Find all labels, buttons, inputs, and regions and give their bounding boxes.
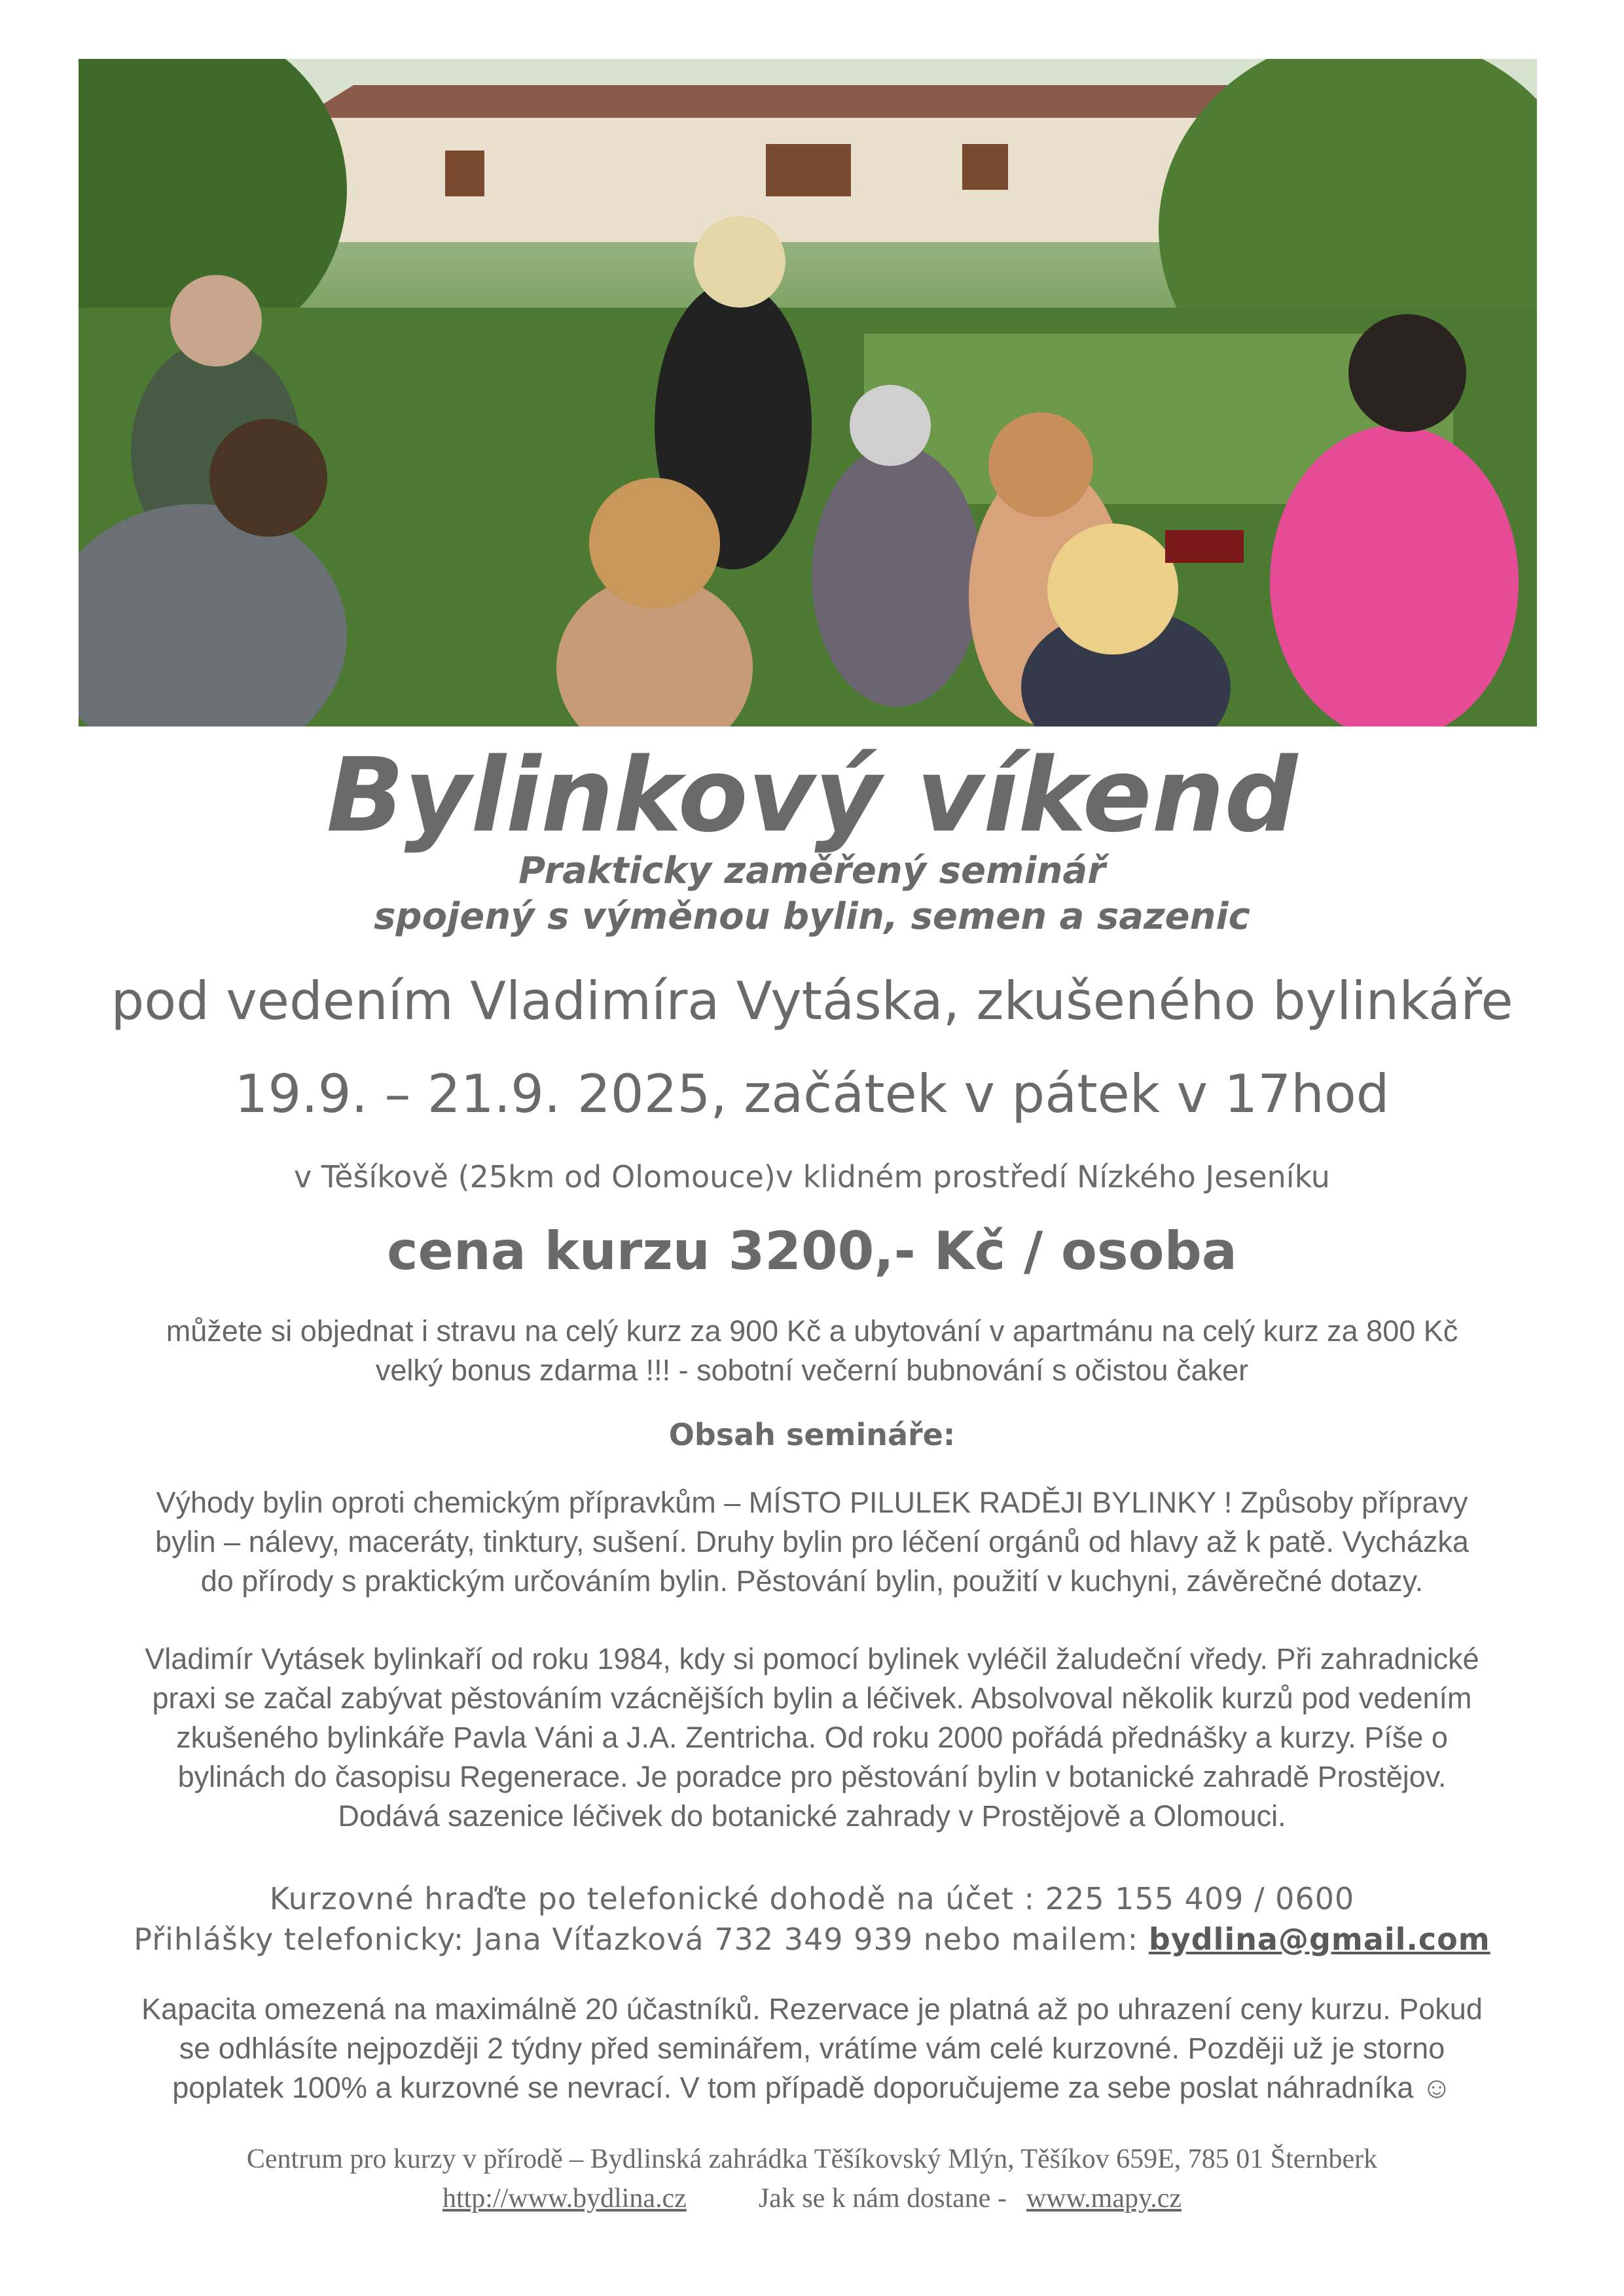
content-line-2: bylin – nálevy, maceráty, tinktury, sušení. Druhy bylin pro léčení orgánů od hlavy až k patě. Vycházka xyxy=(155,1525,1469,1558)
page-title: Bylinkový víkend xyxy=(326,736,1298,855)
subtitle-line-1: Prakticky zaměřený seminář xyxy=(518,850,1106,892)
bio-line-3: zkušeného bylinkáře Pavla Váni a J.A. Zentricha. Od roku 2000 pořádá přednášky a kurzy. Píše o xyxy=(176,1721,1448,1754)
registration-info xyxy=(0,1919,1624,1960)
capacity-line-2: se odhlásíte nejpozději 2 týdny před seminářem, vrátíme vám celé kurzovné. Později už je storno xyxy=(179,2032,1445,2065)
website-link[interactable]: http://www.bydlina.cz xyxy=(442,2183,687,2214)
capacity-line-1: Kapacita omezená na maximálně 20 účastníků. Rezervace je platná až po uhrazení ceny kurzu. Pokud xyxy=(141,1992,1483,2026)
directions-text: Jak se k nám dostane - xyxy=(758,2183,1007,2214)
registration-text: Přihlášky telefonicky: Jana Víťazková 732 349 939 nebo mailem: xyxy=(134,1922,1149,1957)
event-location: v Těšíkově (25km od Olomouce)v klidném prostředí Nízkého Jeseníku xyxy=(294,1159,1330,1194)
header-photo xyxy=(79,59,1537,726)
payment-info: Kurzovné hraďte po telefonické dohodě na účet : 225 155 409 / 0600 xyxy=(269,1881,1355,1916)
event-date: 19.9. – 21.9. 2025, začátek v pátek v 17hod xyxy=(234,1064,1390,1124)
offer-line-2: velký bonus zdarma !!! - sobotní večerní bubnování s očistou čaker xyxy=(375,1354,1249,1387)
bio-line-1: Vladimír Vytásek bylinkaří od roku 1984, kdy si pomocí bylinek vyléčil žaludeční vředy. Při zahradnické xyxy=(145,1642,1479,1676)
bio-line-2: praxi se začal zabývat pěstováním vzácnějších bylin a léčivek. Absolvoval několik kurzů pod vedením xyxy=(152,1681,1472,1715)
content-line-3: do přírody s praktickým určováním bylin. Pěstování bylin, použití v kuchyni, závěrečné dotazy. xyxy=(200,1564,1424,1598)
footer-links xyxy=(0,2179,1624,2217)
instructor-line: pod vedením Vladimíra Vytáska, zkušeného bylinkáře xyxy=(111,971,1513,1031)
bio-line-4: bylinách do časopisu Regenerace. Je poradce pro pěstování bylin v botanické zahradě Prostějov. xyxy=(177,1760,1447,1793)
map-link[interactable]: www.mapy.cz xyxy=(1026,2183,1182,2214)
subtitle-line-2: spojený s výměnou bylin, semen a sazenic xyxy=(374,895,1250,938)
capacity-line-3: poplatek 100% a kurzovné se nevrací. V tom případě doporučujeme za sebe poslat náhradníka ☺ xyxy=(172,2071,1452,2104)
offer-line-1: můžete si objednat i stravu na celý kurz za 900 Kč a ubytování v apartmánu na celý kurz za 800 Kč xyxy=(166,1314,1458,1348)
bio-line-5: Dodává sazenice léčivek do botanické zahrady v Prostějově a Olomouci. xyxy=(338,1799,1286,1833)
course-price: cena kurzu 3200,- Kč / osoba xyxy=(387,1221,1237,1282)
content-heading: Obsah semináře: xyxy=(668,1417,956,1452)
garden-scene-illustration xyxy=(79,59,1537,726)
content-line-1: Výhody bylin oproti chemickým přípravkům – MÍSTO PILULEK RADĚJI BYLINKY ! Způsoby přípravy xyxy=(156,1486,1468,1519)
email-link[interactable]: bydlina@gmail.com xyxy=(1148,1922,1490,1957)
footer-address: Centrum pro kurzy v přírodě – Bydlinská zahrádka Těšíkovský Mlýn, Těšíkov 659E, 785 01 Šternberk xyxy=(246,2144,1378,2174)
